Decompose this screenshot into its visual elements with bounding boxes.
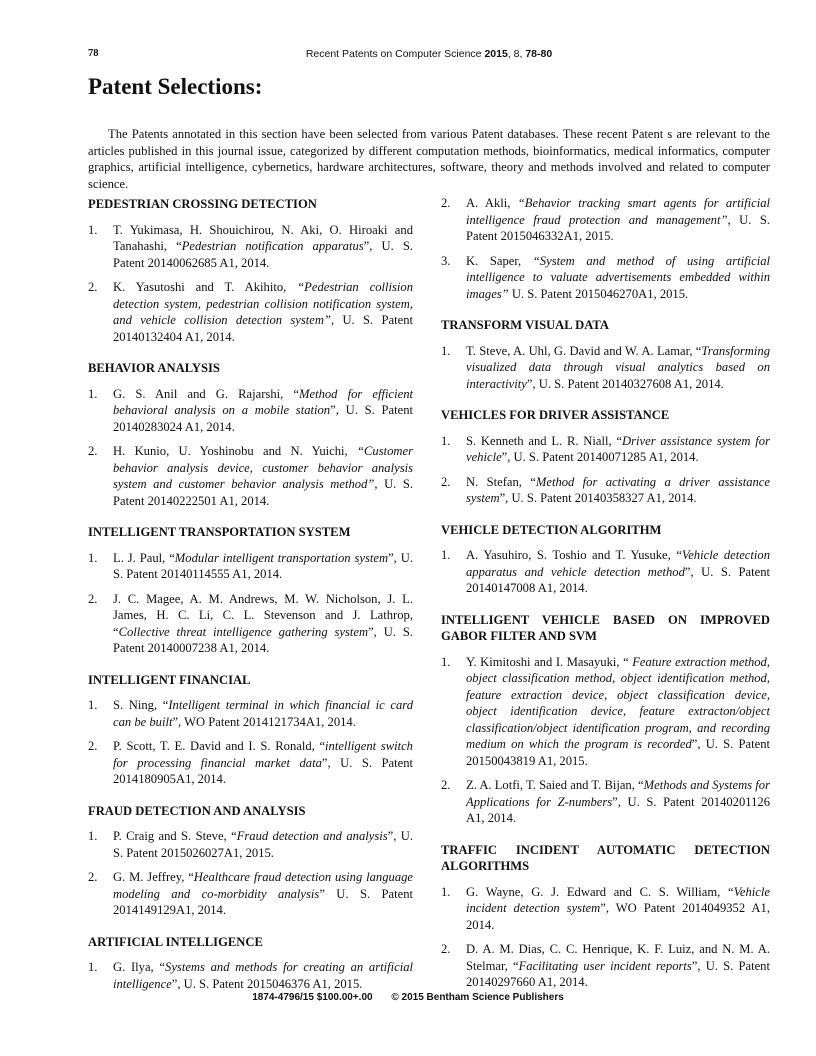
entry-authors: G. M. Jeffrey, “ (113, 870, 194, 884)
entry-title: Driver assistance system for vehicle (466, 433, 770, 464)
patent-entry (441, 433, 770, 466)
patent-section (441, 842, 770, 991)
entry-number: 1. (441, 884, 451, 899)
entry-number: 2. (441, 778, 451, 792)
section-heading: TRANSFORM VISUAL DATA (441, 318, 609, 332)
patent-entry (88, 443, 413, 509)
patent-section (441, 407, 770, 507)
entry-title: Systems and methods for creating an artificial intelligence (113, 960, 414, 991)
entry-patent-number: ”, U. S. Patent 2015026027A1, 2015. (113, 829, 413, 860)
entry-text (113, 386, 413, 436)
entry-number: 2. (88, 870, 98, 884)
entry-patent-number: U. S. Patent 20140222501 A1, 2014. (113, 477, 413, 508)
entry-title: intelligent switch for processing financial market data (113, 739, 413, 770)
entry-text (113, 550, 413, 583)
intro-paragraph: The Patents annotated in this section have been selected from various Patent databases. These recent Patent s are relevant to the articles published in this journal issue, categorized by different computation methods, bioinformatics, medical informatics, computer graphics, artificial intelligence, cybernetics, hardware architectures, software, theory and methods involved and related to computer science. (88, 127, 770, 191)
entry-patent-number: ”, U. S. Patent 20140114555 A1, 2014. (113, 550, 413, 581)
patent-section (88, 524, 413, 657)
entry-number: 1. (441, 548, 451, 562)
entry-number: 1. (88, 222, 98, 237)
entry-authors: D. A. M. Dias, C. C. Henrique, K. F. Luiz, and N. M. A. Stelmar, “ (466, 942, 770, 973)
entry-patent-number: ”, U. S. Patent 20140358327 A1, 2014. (499, 491, 697, 505)
entry-patent-number: ” U. S. Patent 2014149129A1, 2014. (113, 886, 413, 917)
patent-section (88, 934, 413, 993)
journal-pages: 78-80 (525, 48, 553, 60)
entry-text (466, 654, 770, 770)
section-heading: INTELLIGENT VEHICLE BASED ON IMPROVED GABOR FILTER AND SVM (441, 612, 770, 643)
entry-title: “Customer behavior analysis device, customer behavior analysis system and customer behavior analysis method”, (113, 444, 413, 491)
entry-title: “Pedestrian collision detection system, pedestrian collision notification system, and vehicle collision detection system” (113, 280, 413, 327)
patent-section (88, 360, 413, 509)
entry-patent-number: ”, U. S. Patent 20140201126 A1, 2014. (466, 794, 770, 825)
entry-text (466, 884, 770, 934)
copyright: © 2015 Bentham Science Publishers (391, 992, 564, 1003)
page-footer (0, 992, 816, 1003)
patent-entry (88, 222, 413, 272)
entry-authors: K. Saper, (466, 253, 533, 268)
entry-authors: T. Yukimasa, H. Shouichirou, N. Aki, O. Hiroaki and Tanahashi, “ (113, 222, 413, 253)
entry-title: Method for efficient behavioral analysis on a mobile station (113, 386, 413, 417)
entry-authors: H. Kunio, U. Yoshinobu and N. Yuichi, (113, 444, 358, 458)
entry-authors: K. Yasutoshi and T. Akihito, (113, 280, 298, 294)
section-heading: TRAFFIC INCIDENT AUTOMATIC DETECTION ALGORITHMS (441, 842, 770, 873)
entry-number: 2. (88, 739, 98, 753)
entry-patent-number: ”, U. S. Patent 20140007238 A1, 2014. (113, 624, 413, 655)
right-column (441, 195, 770, 1006)
journal-name: Recent Patents on Computer Science (305, 48, 485, 60)
entry-number: 2. (441, 474, 451, 489)
entry-text (113, 869, 413, 919)
patent-section (441, 317, 770, 392)
entry-number: 3. (441, 253, 451, 268)
patent-entry (88, 828, 413, 861)
entry-patent-number: ”, U. S. Patent 20140283024 A1, 2014. (113, 403, 414, 434)
journal-year: 2015 (484, 48, 508, 60)
entry-title: “Behavior tracking smart agents for artificial intelligence fraud protection and management”, (466, 196, 770, 227)
patent-entry (441, 884, 770, 934)
patent-section (88, 196, 413, 345)
entry-patent-number: ”, U. S. Patent 20140062685 A1, 2014. (113, 239, 413, 270)
entry-authors: G. S. Anil and G. Rajarshi, “ (113, 386, 299, 401)
entry-number: 2. (441, 942, 451, 956)
entry-number: 1. (441, 343, 451, 358)
section-heading: INTELLIGENT TRANSPORTATION SYSTEM (88, 525, 351, 539)
section-heading: VEHICLE DETECTION ALGORITHM (441, 522, 662, 537)
entry-number: 1. (88, 960, 98, 974)
entry-authors: J. C. Magee, A. M. Andrews, M. W. Nicholson, J. L. James, H. C. Li, C. L. Stevenson and J. Lathrop, “ (113, 591, 413, 639)
entry-title: Collective threat intelligence gathering system (118, 624, 369, 639)
entry-title: Vehicle incident detection system (466, 884, 770, 915)
entry-number: 1. (88, 829, 98, 843)
patent-entry (88, 697, 413, 730)
entry-number: 1. (88, 550, 98, 565)
entry-authors: G. Wayne, G. J. Edward and C. S. William, “ (466, 884, 734, 899)
entry-text (113, 443, 413, 509)
entry-authors: Z. A. Lotfi, T. Saied and T. Bijan, “ (466, 778, 644, 792)
entry-title: Facilitating user incident reports (518, 958, 692, 973)
section-heading: ARTIFICIAL INTELLIGENCE (88, 934, 263, 949)
entry-number: 2. (88, 591, 98, 606)
entry-number: 1. (88, 698, 98, 712)
entry-title: “System and method of using artificial intelligence to valuate advertisements embedded within images” (466, 253, 770, 301)
entry-text (113, 222, 413, 272)
patent-entry (441, 777, 770, 827)
entry-authors: A. Akli, (466, 196, 518, 210)
patent-entry (441, 343, 770, 393)
patent-section (441, 522, 770, 597)
entry-text (113, 591, 413, 657)
entry-authors: S. Kenneth and L. R. Niall, “ (466, 433, 623, 448)
entry-number: 2. (88, 444, 98, 458)
entry-number: 1. (88, 386, 98, 401)
entry-title: Pedestrian notification apparatus (181, 239, 364, 253)
journal-volume: , 8, (507, 48, 526, 60)
patent-entry (88, 279, 413, 345)
entry-title: Feature extraction method, object classification method, object identification method, feature extraction device, object classification device, object identification device, feature extracton/object classification/object identification program, and recording medium on which the program is recorded (466, 654, 770, 751)
entry-text (466, 941, 770, 991)
entry-patent-number: ”, U. S. Patent 2014180905A1, 2014. (113, 755, 413, 786)
entry-authors: P. Craig and S. Steve, “ (113, 829, 237, 843)
entry-number: 2. (88, 280, 98, 294)
entry-patent-number: ”, WO Patent 2014121734A1, 2014. (172, 714, 356, 729)
entry-text (466, 195, 770, 245)
patent-entry (441, 253, 770, 303)
entry-text (113, 738, 413, 788)
section-heading: INTELLIGENT FINANCIAL (88, 672, 251, 687)
entry-title: Vehicle detection apparatus and vehicle detection method (466, 548, 770, 579)
entry-authors: N. Stefan, “ (466, 474, 536, 489)
patent-entry (88, 386, 413, 436)
entry-patent-number: U. S. Patent 2015046270A1, 2015. (508, 286, 689, 301)
page-number: 78 (88, 48, 99, 59)
section-heading: FRAUD DETECTION AND ANALYSIS (88, 803, 306, 818)
entry-patent-number: ”, U. S. Patent 20140071285 A1, 2014. (501, 450, 699, 464)
patent-section (441, 195, 770, 302)
entry-number: 1. (441, 654, 451, 669)
patent-section (88, 672, 413, 788)
section-heading: PEDESTRIAN CROSSING DETECTION (88, 197, 317, 211)
entry-authors: T. Steve, A. Uhl, G. David and W. A. Lamar, “ (466, 343, 702, 358)
patent-entry (441, 195, 770, 245)
patent-entry (441, 547, 770, 597)
entry-title: Method for activating a driver assistance system (466, 474, 770, 505)
patent-section (88, 803, 413, 919)
entry-patent-number: ”, U. S. Patent 20140147008 A1, 2014. (466, 564, 770, 595)
entry-authors: G. Ilya, “ (113, 960, 166, 974)
entry-text (466, 343, 770, 393)
entry-patent-number: ”, U. S. Patent 20140327608 A1, 2014. (526, 376, 724, 391)
patent-entry (88, 591, 413, 657)
entry-authors: L. J. Paul, “ (113, 550, 175, 565)
section-heading: BEHAVIOR ANALYSIS (88, 361, 220, 375)
left-column (88, 196, 413, 1007)
section-heading: VEHICLES FOR DRIVER ASSISTANCE (441, 408, 670, 422)
entry-authors: Y. Kimitoshi and I. Masayuki, “ (466, 654, 633, 669)
entry-text (466, 547, 770, 597)
entry-text (113, 959, 413, 992)
entry-title: Intelligent terminal in which financial ic card can be built (113, 698, 413, 729)
patent-entry (441, 941, 770, 991)
entry-authors: P. Scott, T. E. David and I. S. Ronald, “ (113, 739, 326, 753)
entry-authors: A. Yasuhiro, S. Toshio and T. Yusuke, “ (466, 548, 682, 562)
entry-title: Methods and Systems for Applications for Z-numbers (466, 778, 771, 809)
patent-section (441, 612, 770, 827)
patent-entry (88, 550, 413, 583)
entry-authors: S. Ning, “ (113, 698, 169, 712)
entry-text (113, 279, 413, 345)
entry-patent-number: ”, WO Patent 2014049352 A1, 2014. (466, 901, 770, 932)
entry-text (466, 253, 770, 303)
patent-entry (441, 654, 770, 770)
page-title: Patent Selections: (88, 74, 263, 99)
journal-citation (88, 48, 770, 60)
entry-title: Transforming visualized data through visual analytics based on interactivity (466, 343, 770, 391)
patent-entry (88, 869, 413, 919)
patent-entry (88, 959, 413, 992)
patent-entry (441, 474, 770, 507)
entry-patent-number: , U. S. Patent 20140132404 A1, 2014. (113, 313, 413, 344)
entry-patent-number: ”, U. S. Patent 2015046376 A1, 2015. (171, 976, 363, 991)
patent-entry (88, 738, 413, 788)
entry-patent-number: ”, U. S. Patent 20140297660 A1, 2014. (466, 958, 770, 989)
entry-text (466, 433, 770, 466)
entry-number: 2. (441, 196, 451, 210)
issn-price: 1874-4796/15 $100.00+.00 (252, 992, 373, 1003)
entry-patent-number: U. S. Patent 2015046332A1, 2015. (466, 212, 770, 243)
entry-number: 1. (441, 433, 451, 448)
entry-title: Fraud detection and analysis (236, 829, 388, 843)
entry-patent-number: ”, U. S. Patent 20150043819 A1, 2015. (466, 737, 770, 768)
entry-text (466, 474, 770, 507)
entry-text (466, 777, 770, 827)
entry-text (113, 828, 413, 861)
entry-title: Healthcare fraud detection using language modeling and co-morbidity analysis (113, 870, 413, 901)
entry-title: Modular intelligent transportation system (174, 550, 389, 565)
entry-text (113, 697, 413, 730)
